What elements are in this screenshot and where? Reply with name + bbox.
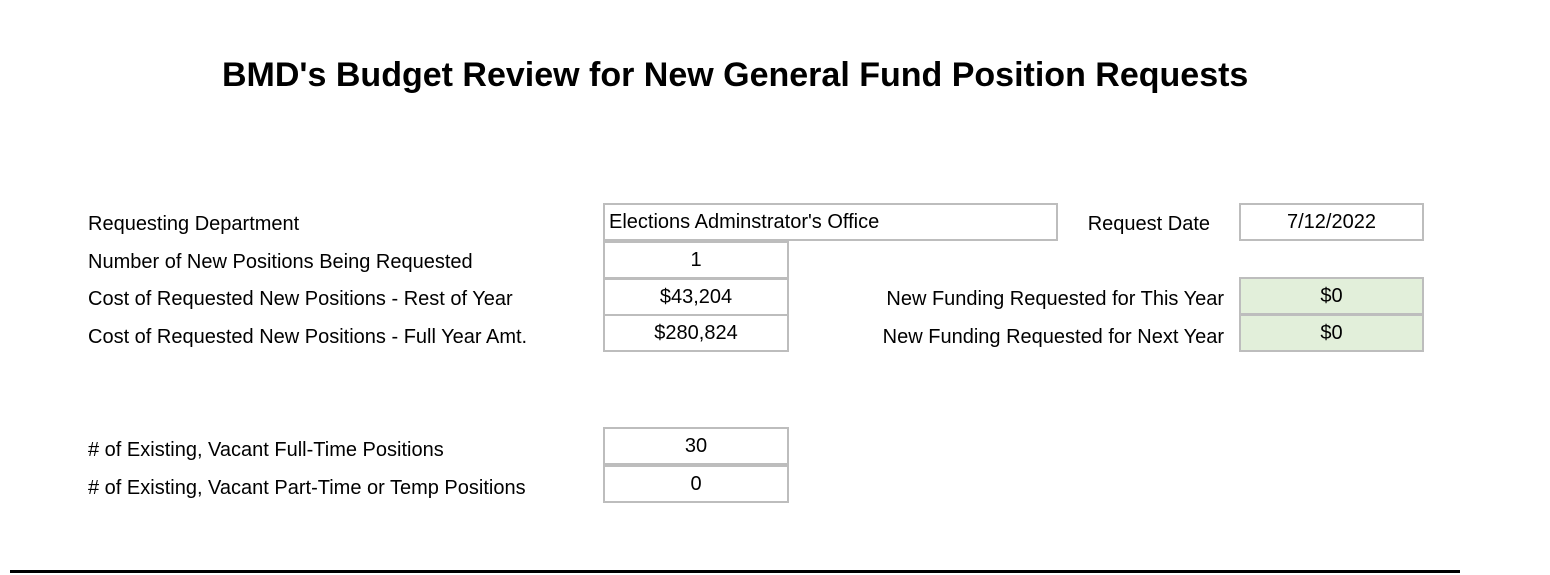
vacant-full-time-cell[interactable]: 30	[603, 427, 789, 465]
label-funding-next-year: New Funding Requested for Next Year	[882, 326, 1224, 348]
label-num-positions: Number of New Positions Being Requested	[88, 251, 473, 273]
label-vacant-part-time: # of Existing, Vacant Part-Time or Temp Positions	[88, 477, 526, 499]
num-positions-cell[interactable]: 1	[603, 241, 789, 279]
label-request-date: Request Date	[1087, 213, 1210, 235]
funding-this-year-cell[interactable]: $0	[1239, 277, 1424, 315]
vacant-part-time-cell[interactable]: 0	[603, 465, 789, 503]
label-vacant-full-time: # of Existing, Vacant Full-Time Positions	[88, 439, 444, 461]
page-title: BMD's Budget Review for New General Fund Position Requests	[222, 56, 1249, 94]
label-cost-full-year: Cost of Requested New Positions - Full Year Amt.	[88, 326, 528, 348]
request-date-cell[interactable]: 7/12/2022	[1239, 203, 1424, 241]
funding-next-year-cell[interactable]: $0	[1239, 314, 1424, 352]
label-funding-this-year: New Funding Requested for This Year	[886, 288, 1224, 310]
cost-rest-of-year-cell[interactable]: $43,204	[603, 278, 789, 316]
bottom-divider	[10, 570, 1460, 573]
cost-full-year-cell[interactable]: $280,824	[603, 314, 789, 352]
requesting-department-cell[interactable]: Elections Adminstrator's Office	[603, 203, 1058, 241]
label-requesting-department: Requesting Department	[88, 213, 300, 235]
label-cost-rest-of-year: Cost of Requested New Positions - Rest of Year	[88, 288, 513, 310]
